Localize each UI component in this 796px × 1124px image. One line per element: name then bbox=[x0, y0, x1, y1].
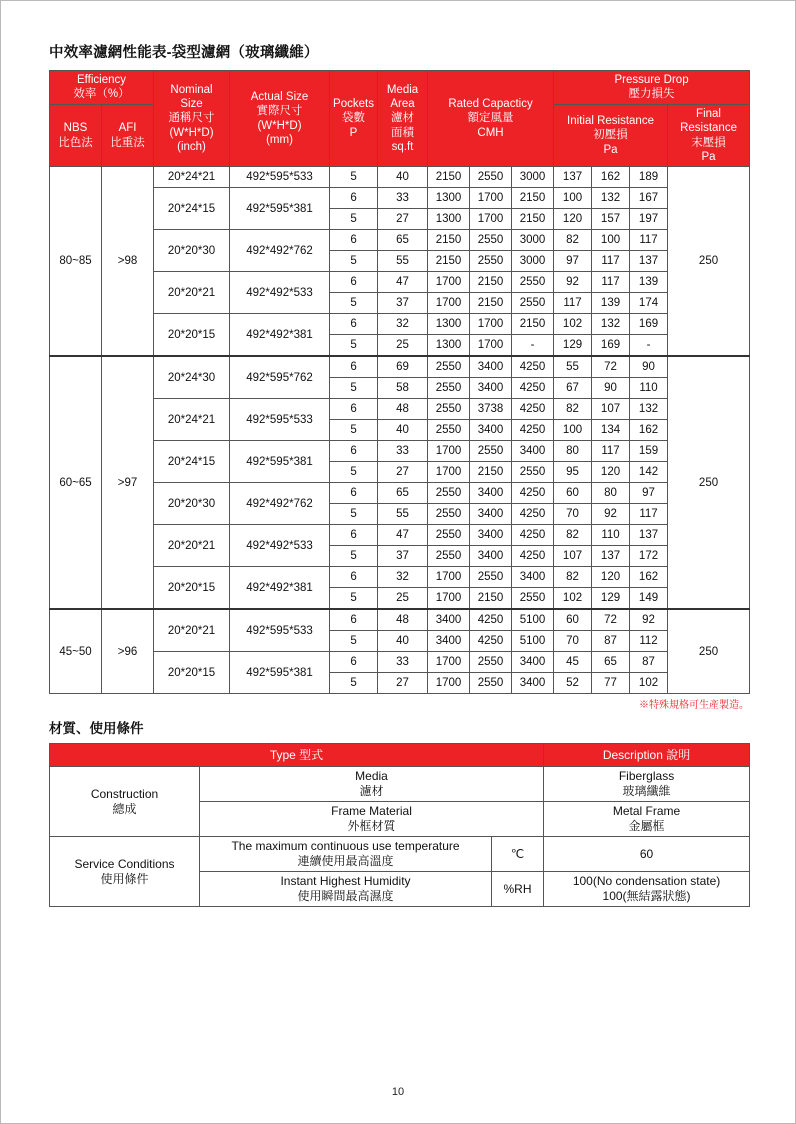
header-nominal-size: Nominal Size 通稱尺寸 (W*H*D) (inch) bbox=[154, 71, 230, 167]
cell-pockets: 5 bbox=[330, 462, 378, 483]
cell-nominal-size: 20*24*21 bbox=[154, 167, 230, 188]
table-row bbox=[50, 652, 750, 673]
cell-rated-capacity-3: 3000 bbox=[512, 251, 554, 272]
cell-rated-capacity-2: 3400 bbox=[470, 525, 512, 546]
cell-initial-resistance-3: 137 bbox=[630, 525, 668, 546]
cell-rated-capacity-1: 2150 bbox=[428, 251, 470, 272]
cell-initial-resistance-2: 120 bbox=[592, 462, 630, 483]
cell-pockets: 5 bbox=[330, 673, 378, 694]
cell-media-area: 37 bbox=[378, 546, 428, 567]
cell-rated-capacity-1: 1700 bbox=[428, 462, 470, 483]
cell-rated-capacity-2: 3400 bbox=[470, 546, 512, 567]
cell-media-area: 27 bbox=[378, 673, 428, 694]
cell-initial-resistance-1: 137 bbox=[554, 167, 592, 188]
cell-media-area: 40 bbox=[378, 167, 428, 188]
cell-initial-resistance-1: 95 bbox=[554, 462, 592, 483]
page-title: 中效率濾網性能表-袋型濾網（玻璃纖維） bbox=[49, 45, 319, 61]
cell-initial-resistance-1: 52 bbox=[554, 673, 592, 694]
cell-initial-resistance-2: 129 bbox=[592, 588, 630, 610]
cell-media-area: 55 bbox=[378, 251, 428, 272]
cell-initial-resistance-2: 117 bbox=[592, 272, 630, 293]
cell-actual-size: 492*595*533 bbox=[230, 167, 330, 188]
cell-initial-resistance-2: 162 bbox=[592, 167, 630, 188]
filter-performance-table bbox=[49, 70, 750, 694]
cell-rated-capacity-2: 2550 bbox=[470, 567, 512, 588]
cell-initial-resistance-3: 90 bbox=[630, 356, 668, 378]
material-item-unit: %RH bbox=[492, 872, 544, 907]
cell-rated-capacity-1: 2550 bbox=[428, 378, 470, 399]
cell-rated-capacity-2: 1700 bbox=[470, 314, 512, 335]
cell-initial-resistance-3: 102 bbox=[630, 673, 668, 694]
cell-rated-capacity-1: 3400 bbox=[428, 609, 470, 631]
cell-actual-size: 492*492*762 bbox=[230, 230, 330, 272]
cell-rated-capacity-3: 2150 bbox=[512, 188, 554, 209]
cell-initial-resistance-3: 110 bbox=[630, 378, 668, 399]
cell-nominal-size: 20*24*21 bbox=[154, 399, 230, 441]
header-rated-capacity: Rated Capacticy 額定風量 CMH bbox=[428, 71, 554, 167]
cell-rated-capacity-1: 1700 bbox=[428, 567, 470, 588]
table-row bbox=[50, 441, 750, 462]
cell-rated-capacity-2: 4250 bbox=[470, 631, 512, 652]
cell-media-area: 48 bbox=[378, 609, 428, 631]
cell-rated-capacity-1: 1300 bbox=[428, 314, 470, 335]
cell-actual-size: 492*595*533 bbox=[230, 399, 330, 441]
cell-pockets: 6 bbox=[330, 188, 378, 209]
material-row bbox=[50, 767, 750, 802]
cell-pockets: 6 bbox=[330, 272, 378, 293]
material-item-unit: ℃ bbox=[492, 837, 544, 872]
material-conditions-table bbox=[49, 743, 750, 907]
cell-rated-capacity-3: 3400 bbox=[512, 441, 554, 462]
cell-initial-resistance-3: 139 bbox=[630, 272, 668, 293]
cell-rated-capacity-3: 4250 bbox=[512, 546, 554, 567]
cell-initial-resistance-3: 167 bbox=[630, 188, 668, 209]
material-item-label: Instant Highest Humidity 使用瞬間最高濕度 bbox=[200, 872, 492, 907]
cell-initial-resistance-1: 117 bbox=[554, 293, 592, 314]
cell-rated-capacity-2: 1700 bbox=[470, 209, 512, 230]
header-pressure-drop: Pressure Drop 壓力損失 bbox=[554, 71, 750, 105]
cell-media-area: 48 bbox=[378, 399, 428, 420]
table-row bbox=[50, 167, 750, 188]
cell-nominal-size: 20*20*15 bbox=[154, 567, 230, 610]
cell-initial-resistance-2: 157 bbox=[592, 209, 630, 230]
cell-rated-capacity-2: 1700 bbox=[470, 188, 512, 209]
cell-nominal-size: 20*24*15 bbox=[154, 188, 230, 230]
header-actual-size: Actual Size 實際尺寸 (W*H*D) (mm) bbox=[230, 71, 330, 167]
cell-rated-capacity-3: 2550 bbox=[512, 272, 554, 293]
cell-final-resistance: 250 bbox=[668, 356, 750, 609]
cell-rated-capacity-2: 2550 bbox=[470, 251, 512, 272]
cell-nominal-size: 20*20*30 bbox=[154, 230, 230, 272]
page-content bbox=[49, 41, 749, 907]
cell-initial-resistance-3: 189 bbox=[630, 167, 668, 188]
cell-pockets: 5 bbox=[330, 167, 378, 188]
cell-media-area: 33 bbox=[378, 652, 428, 673]
cell-initial-resistance-3: 117 bbox=[630, 230, 668, 251]
cell-initial-resistance-1: 97 bbox=[554, 251, 592, 272]
cell-initial-resistance-3: 149 bbox=[630, 588, 668, 610]
cell-rated-capacity-2: 2150 bbox=[470, 462, 512, 483]
material-item-description: 60 bbox=[544, 837, 750, 872]
cell-initial-resistance-2: 87 bbox=[592, 631, 630, 652]
cell-rated-capacity-1: 1700 bbox=[428, 293, 470, 314]
cell-nominal-size: 20*20*15 bbox=[154, 314, 230, 357]
cell-initial-resistance-2: 137 bbox=[592, 546, 630, 567]
cell-pockets: 6 bbox=[330, 525, 378, 546]
cell-rated-capacity-3: 3400 bbox=[512, 652, 554, 673]
header-pockets: Pockets 袋數 P bbox=[330, 71, 378, 167]
cell-rated-capacity-3: 2550 bbox=[512, 462, 554, 483]
table-row bbox=[50, 314, 750, 335]
cell-media-area: 33 bbox=[378, 441, 428, 462]
cell-pockets: 5 bbox=[330, 588, 378, 610]
cell-media-area: 25 bbox=[378, 588, 428, 610]
cell-initial-resistance-2: 117 bbox=[592, 251, 630, 272]
filter-performance-body bbox=[50, 167, 750, 694]
cell-initial-resistance-2: 139 bbox=[592, 293, 630, 314]
cell-pockets: 6 bbox=[330, 483, 378, 504]
cell-rated-capacity-2: 3400 bbox=[470, 378, 512, 399]
cell-initial-resistance-1: 45 bbox=[554, 652, 592, 673]
cell-pockets: 6 bbox=[330, 609, 378, 631]
cell-final-resistance: 250 bbox=[668, 167, 750, 357]
cell-initial-resistance-3: 117 bbox=[630, 504, 668, 525]
table-row bbox=[50, 272, 750, 293]
cell-rated-capacity-1: 2550 bbox=[428, 420, 470, 441]
cell-initial-resistance-1: 82 bbox=[554, 399, 592, 420]
material-conditions-body bbox=[50, 767, 750, 907]
cell-actual-size: 492*595*533 bbox=[230, 609, 330, 652]
cell-rated-capacity-1: 2550 bbox=[428, 399, 470, 420]
cell-initial-resistance-3: 162 bbox=[630, 420, 668, 441]
cell-initial-resistance-2: 134 bbox=[592, 420, 630, 441]
cell-pockets: 5 bbox=[330, 546, 378, 567]
cell-media-area: 27 bbox=[378, 462, 428, 483]
header-efficiency: Efficiency 效率（%） bbox=[50, 71, 154, 105]
cell-initial-resistance-1: 80 bbox=[554, 441, 592, 462]
cell-rated-capacity-1: 2550 bbox=[428, 525, 470, 546]
cell-afi: >97 bbox=[102, 356, 154, 609]
cell-rated-capacity-1: 2550 bbox=[428, 483, 470, 504]
cell-initial-resistance-1: 70 bbox=[554, 631, 592, 652]
cell-media-area: 27 bbox=[378, 209, 428, 230]
cell-rated-capacity-1: 2550 bbox=[428, 546, 470, 567]
cell-rated-capacity-3: 4250 bbox=[512, 483, 554, 504]
cell-pockets: 5 bbox=[330, 504, 378, 525]
cell-initial-resistance-3: 197 bbox=[630, 209, 668, 230]
cell-nominal-size: 20*24*15 bbox=[154, 441, 230, 483]
material-section-title: 材質、使用條件 bbox=[49, 721, 144, 737]
cell-pockets: 5 bbox=[330, 420, 378, 441]
cell-initial-resistance-2: 132 bbox=[592, 314, 630, 335]
cell-initial-resistance-1: 82 bbox=[554, 230, 592, 251]
cell-initial-resistance-1: 102 bbox=[554, 314, 592, 335]
cell-initial-resistance-3: 174 bbox=[630, 293, 668, 314]
cell-pockets: 6 bbox=[330, 399, 378, 420]
cell-rated-capacity-3: 5100 bbox=[512, 631, 554, 652]
cell-pockets: 6 bbox=[330, 356, 378, 378]
cell-rated-capacity-2: 1700 bbox=[470, 335, 512, 357]
cell-initial-resistance-1: 100 bbox=[554, 188, 592, 209]
cell-pockets: 6 bbox=[330, 230, 378, 251]
cell-actual-size: 492*595*381 bbox=[230, 441, 330, 483]
table-row bbox=[50, 567, 750, 588]
cell-actual-size: 492*492*381 bbox=[230, 314, 330, 357]
cell-initial-resistance-2: 107 bbox=[592, 399, 630, 420]
cell-afi: >96 bbox=[102, 609, 154, 694]
cell-initial-resistance-1: 60 bbox=[554, 609, 592, 631]
cell-final-resistance: 250 bbox=[668, 609, 750, 694]
cell-initial-resistance-3: 112 bbox=[630, 631, 668, 652]
header-final-resistance: Final Resistance 末壓損 Pa bbox=[668, 104, 750, 167]
cell-initial-resistance-2: 110 bbox=[592, 525, 630, 546]
cell-rated-capacity-1: 1700 bbox=[428, 272, 470, 293]
cell-rated-capacity-1: 1300 bbox=[428, 188, 470, 209]
cell-rated-capacity-3: 2150 bbox=[512, 314, 554, 335]
cell-rated-capacity-2: 2550 bbox=[470, 652, 512, 673]
cell-initial-resistance-3: 97 bbox=[630, 483, 668, 504]
cell-actual-size: 492*492*762 bbox=[230, 483, 330, 525]
material-category: Service Conditions 使用條件 bbox=[50, 837, 200, 907]
cell-rated-capacity-2: 4250 bbox=[470, 609, 512, 631]
cell-initial-resistance-1: 55 bbox=[554, 356, 592, 378]
table-row bbox=[50, 356, 750, 378]
cell-actual-size: 492*492*533 bbox=[230, 272, 330, 314]
cell-actual-size: 492*492*381 bbox=[230, 567, 330, 610]
cell-media-area: 32 bbox=[378, 567, 428, 588]
cell-rated-capacity-2: 3400 bbox=[470, 356, 512, 378]
cell-rated-capacity-1: 1700 bbox=[428, 652, 470, 673]
cell-initial-resistance-2: 117 bbox=[592, 441, 630, 462]
header-afi: AFI 比重法 bbox=[102, 104, 154, 167]
cell-initial-resistance-3: 87 bbox=[630, 652, 668, 673]
header-nbs: NBS 比色法 bbox=[50, 104, 102, 167]
table-row bbox=[50, 399, 750, 420]
cell-pockets: 5 bbox=[330, 293, 378, 314]
cell-rated-capacity-2: 2550 bbox=[470, 167, 512, 188]
cell-rated-capacity-3: - bbox=[512, 335, 554, 357]
material-item-label: Media 濾材 bbox=[200, 767, 544, 802]
cell-rated-capacity-1: 3400 bbox=[428, 631, 470, 652]
cell-rated-capacity-3: 3400 bbox=[512, 673, 554, 694]
cell-initial-resistance-2: 169 bbox=[592, 335, 630, 357]
cell-rated-capacity-3: 2550 bbox=[512, 293, 554, 314]
cell-media-area: 69 bbox=[378, 356, 428, 378]
cell-rated-capacity-2: 3400 bbox=[470, 483, 512, 504]
cell-rated-capacity-1: 2150 bbox=[428, 230, 470, 251]
cell-initial-resistance-3: 172 bbox=[630, 546, 668, 567]
cell-media-area: 40 bbox=[378, 631, 428, 652]
cell-pockets: 5 bbox=[330, 631, 378, 652]
cell-nbs: 45~50 bbox=[50, 609, 102, 694]
cell-initial-resistance-1: 107 bbox=[554, 546, 592, 567]
cell-afi: >98 bbox=[102, 167, 154, 357]
cell-initial-resistance-2: 72 bbox=[592, 356, 630, 378]
material-item-label: Frame Material 外框材質 bbox=[200, 802, 544, 837]
cell-pockets: 5 bbox=[330, 251, 378, 272]
table-row bbox=[50, 525, 750, 546]
cell-nbs: 80~85 bbox=[50, 167, 102, 357]
material-item-label: The maximum continuous use temperature 連續使用最高溫度 bbox=[200, 837, 492, 872]
cell-rated-capacity-1: 2150 bbox=[428, 167, 470, 188]
material-row bbox=[50, 837, 750, 872]
table-row bbox=[50, 188, 750, 209]
cell-rated-capacity-2: 2550 bbox=[470, 441, 512, 462]
cell-nominal-size: 20*20*15 bbox=[154, 652, 230, 694]
material-category: Construction 總成 bbox=[50, 767, 200, 837]
header-initial-resistance: Initial Resistance 初壓損 Pa bbox=[554, 104, 668, 167]
cell-rated-capacity-1: 1700 bbox=[428, 588, 470, 610]
cell-nominal-size: 20*20*21 bbox=[154, 272, 230, 314]
material-item-description: Metal Frame 金屬框 bbox=[544, 802, 750, 837]
cell-rated-capacity-3: 2550 bbox=[512, 588, 554, 610]
cell-rated-capacity-3: 3400 bbox=[512, 567, 554, 588]
cell-initial-resistance-3: 92 bbox=[630, 609, 668, 631]
table-row bbox=[50, 609, 750, 631]
cell-initial-resistance-1: 82 bbox=[554, 567, 592, 588]
material-header-type: Type 型式 bbox=[50, 744, 544, 767]
cell-rated-capacity-2: 2150 bbox=[470, 293, 512, 314]
cell-media-area: 55 bbox=[378, 504, 428, 525]
cell-media-area: 33 bbox=[378, 188, 428, 209]
cell-initial-resistance-3: 159 bbox=[630, 441, 668, 462]
cell-rated-capacity-3: 4250 bbox=[512, 399, 554, 420]
cell-rated-capacity-2: 3738 bbox=[470, 399, 512, 420]
cell-media-area: 65 bbox=[378, 483, 428, 504]
cell-pockets: 5 bbox=[330, 209, 378, 230]
cell-pockets: 5 bbox=[330, 335, 378, 357]
cell-media-area: 58 bbox=[378, 378, 428, 399]
cell-initial-resistance-1: 70 bbox=[554, 504, 592, 525]
cell-initial-resistance-1: 120 bbox=[554, 209, 592, 230]
cell-initial-resistance-1: 82 bbox=[554, 525, 592, 546]
table-row bbox=[50, 230, 750, 251]
cell-rated-capacity-2: 3400 bbox=[470, 504, 512, 525]
cell-initial-resistance-2: 72 bbox=[592, 609, 630, 631]
cell-initial-resistance-3: 162 bbox=[630, 567, 668, 588]
cell-rated-capacity-1: 2550 bbox=[428, 504, 470, 525]
cell-rated-capacity-2: 3400 bbox=[470, 420, 512, 441]
cell-initial-resistance-1: 100 bbox=[554, 420, 592, 441]
material-item-description: 100(No condensation state) 100(無結露狀態) bbox=[544, 872, 750, 907]
cell-nbs: 60~65 bbox=[50, 356, 102, 609]
cell-actual-size: 492*595*762 bbox=[230, 356, 330, 399]
cell-initial-resistance-3: 132 bbox=[630, 399, 668, 420]
cell-rated-capacity-2: 2150 bbox=[470, 272, 512, 293]
cell-media-area: 25 bbox=[378, 335, 428, 357]
cell-rated-capacity-2: 2550 bbox=[470, 230, 512, 251]
cell-initial-resistance-1: 92 bbox=[554, 272, 592, 293]
cell-media-area: 40 bbox=[378, 420, 428, 441]
cell-pockets: 6 bbox=[330, 314, 378, 335]
cell-nominal-size: 20*20*30 bbox=[154, 483, 230, 525]
table-row bbox=[50, 483, 750, 504]
cell-initial-resistance-2: 92 bbox=[592, 504, 630, 525]
cell-media-area: 47 bbox=[378, 272, 428, 293]
cell-actual-size: 492*492*533 bbox=[230, 525, 330, 567]
cell-rated-capacity-2: 2150 bbox=[470, 588, 512, 610]
cell-rated-capacity-1: 1300 bbox=[428, 209, 470, 230]
cell-rated-capacity-3: 4250 bbox=[512, 378, 554, 399]
cell-rated-capacity-2: 2550 bbox=[470, 673, 512, 694]
cell-media-area: 65 bbox=[378, 230, 428, 251]
cell-initial-resistance-3: 137 bbox=[630, 251, 668, 272]
cell-initial-resistance-3: 142 bbox=[630, 462, 668, 483]
cell-rated-capacity-3: 5100 bbox=[512, 609, 554, 631]
cell-media-area: 37 bbox=[378, 293, 428, 314]
cell-pockets: 6 bbox=[330, 652, 378, 673]
cell-initial-resistance-1: 129 bbox=[554, 335, 592, 357]
cell-rated-capacity-1: 1700 bbox=[428, 673, 470, 694]
material-header-description: Description 說明 bbox=[544, 744, 750, 767]
cell-rated-capacity-3: 3000 bbox=[512, 167, 554, 188]
cell-media-area: 32 bbox=[378, 314, 428, 335]
cell-rated-capacity-1: 2550 bbox=[428, 356, 470, 378]
cell-pockets: 5 bbox=[330, 378, 378, 399]
cell-initial-resistance-3: 169 bbox=[630, 314, 668, 335]
cell-initial-resistance-1: 102 bbox=[554, 588, 592, 610]
cell-pockets: 6 bbox=[330, 441, 378, 462]
cell-pockets: 6 bbox=[330, 567, 378, 588]
cell-rated-capacity-3: 4250 bbox=[512, 356, 554, 378]
page-number: 10 bbox=[391, 1086, 405, 1098]
material-item-description: Fiberglass 玻璃纖維 bbox=[544, 767, 750, 802]
cell-initial-resistance-2: 65 bbox=[592, 652, 630, 673]
cell-rated-capacity-1: 1700 bbox=[428, 441, 470, 462]
cell-actual-size: 492*595*381 bbox=[230, 652, 330, 694]
cell-initial-resistance-2: 80 bbox=[592, 483, 630, 504]
cell-rated-capacity-1: 1300 bbox=[428, 335, 470, 357]
cell-actual-size: 492*595*381 bbox=[230, 188, 330, 230]
cell-initial-resistance-2: 90 bbox=[592, 378, 630, 399]
cell-initial-resistance-3: - bbox=[630, 335, 668, 357]
cell-media-area: 47 bbox=[378, 525, 428, 546]
cell-rated-capacity-3: 4250 bbox=[512, 504, 554, 525]
cell-rated-capacity-3: 3000 bbox=[512, 230, 554, 251]
cell-initial-resistance-2: 77 bbox=[592, 673, 630, 694]
special-spec-note: ※特殊規格可生產製造。 bbox=[639, 700, 749, 712]
cell-initial-resistance-1: 67 bbox=[554, 378, 592, 399]
header-media-area: Media Area 濾材 面積 sq.ft bbox=[378, 71, 428, 167]
cell-initial-resistance-2: 100 bbox=[592, 230, 630, 251]
cell-rated-capacity-3: 4250 bbox=[512, 420, 554, 441]
cell-initial-resistance-1: 60 bbox=[554, 483, 592, 504]
cell-nominal-size: 20*24*30 bbox=[154, 356, 230, 399]
cell-nominal-size: 20*20*21 bbox=[154, 609, 230, 652]
cell-rated-capacity-3: 4250 bbox=[512, 525, 554, 546]
cell-rated-capacity-3: 2150 bbox=[512, 209, 554, 230]
cell-initial-resistance-2: 120 bbox=[592, 567, 630, 588]
cell-nominal-size: 20*20*21 bbox=[154, 525, 230, 567]
cell-initial-resistance-2: 132 bbox=[592, 188, 630, 209]
